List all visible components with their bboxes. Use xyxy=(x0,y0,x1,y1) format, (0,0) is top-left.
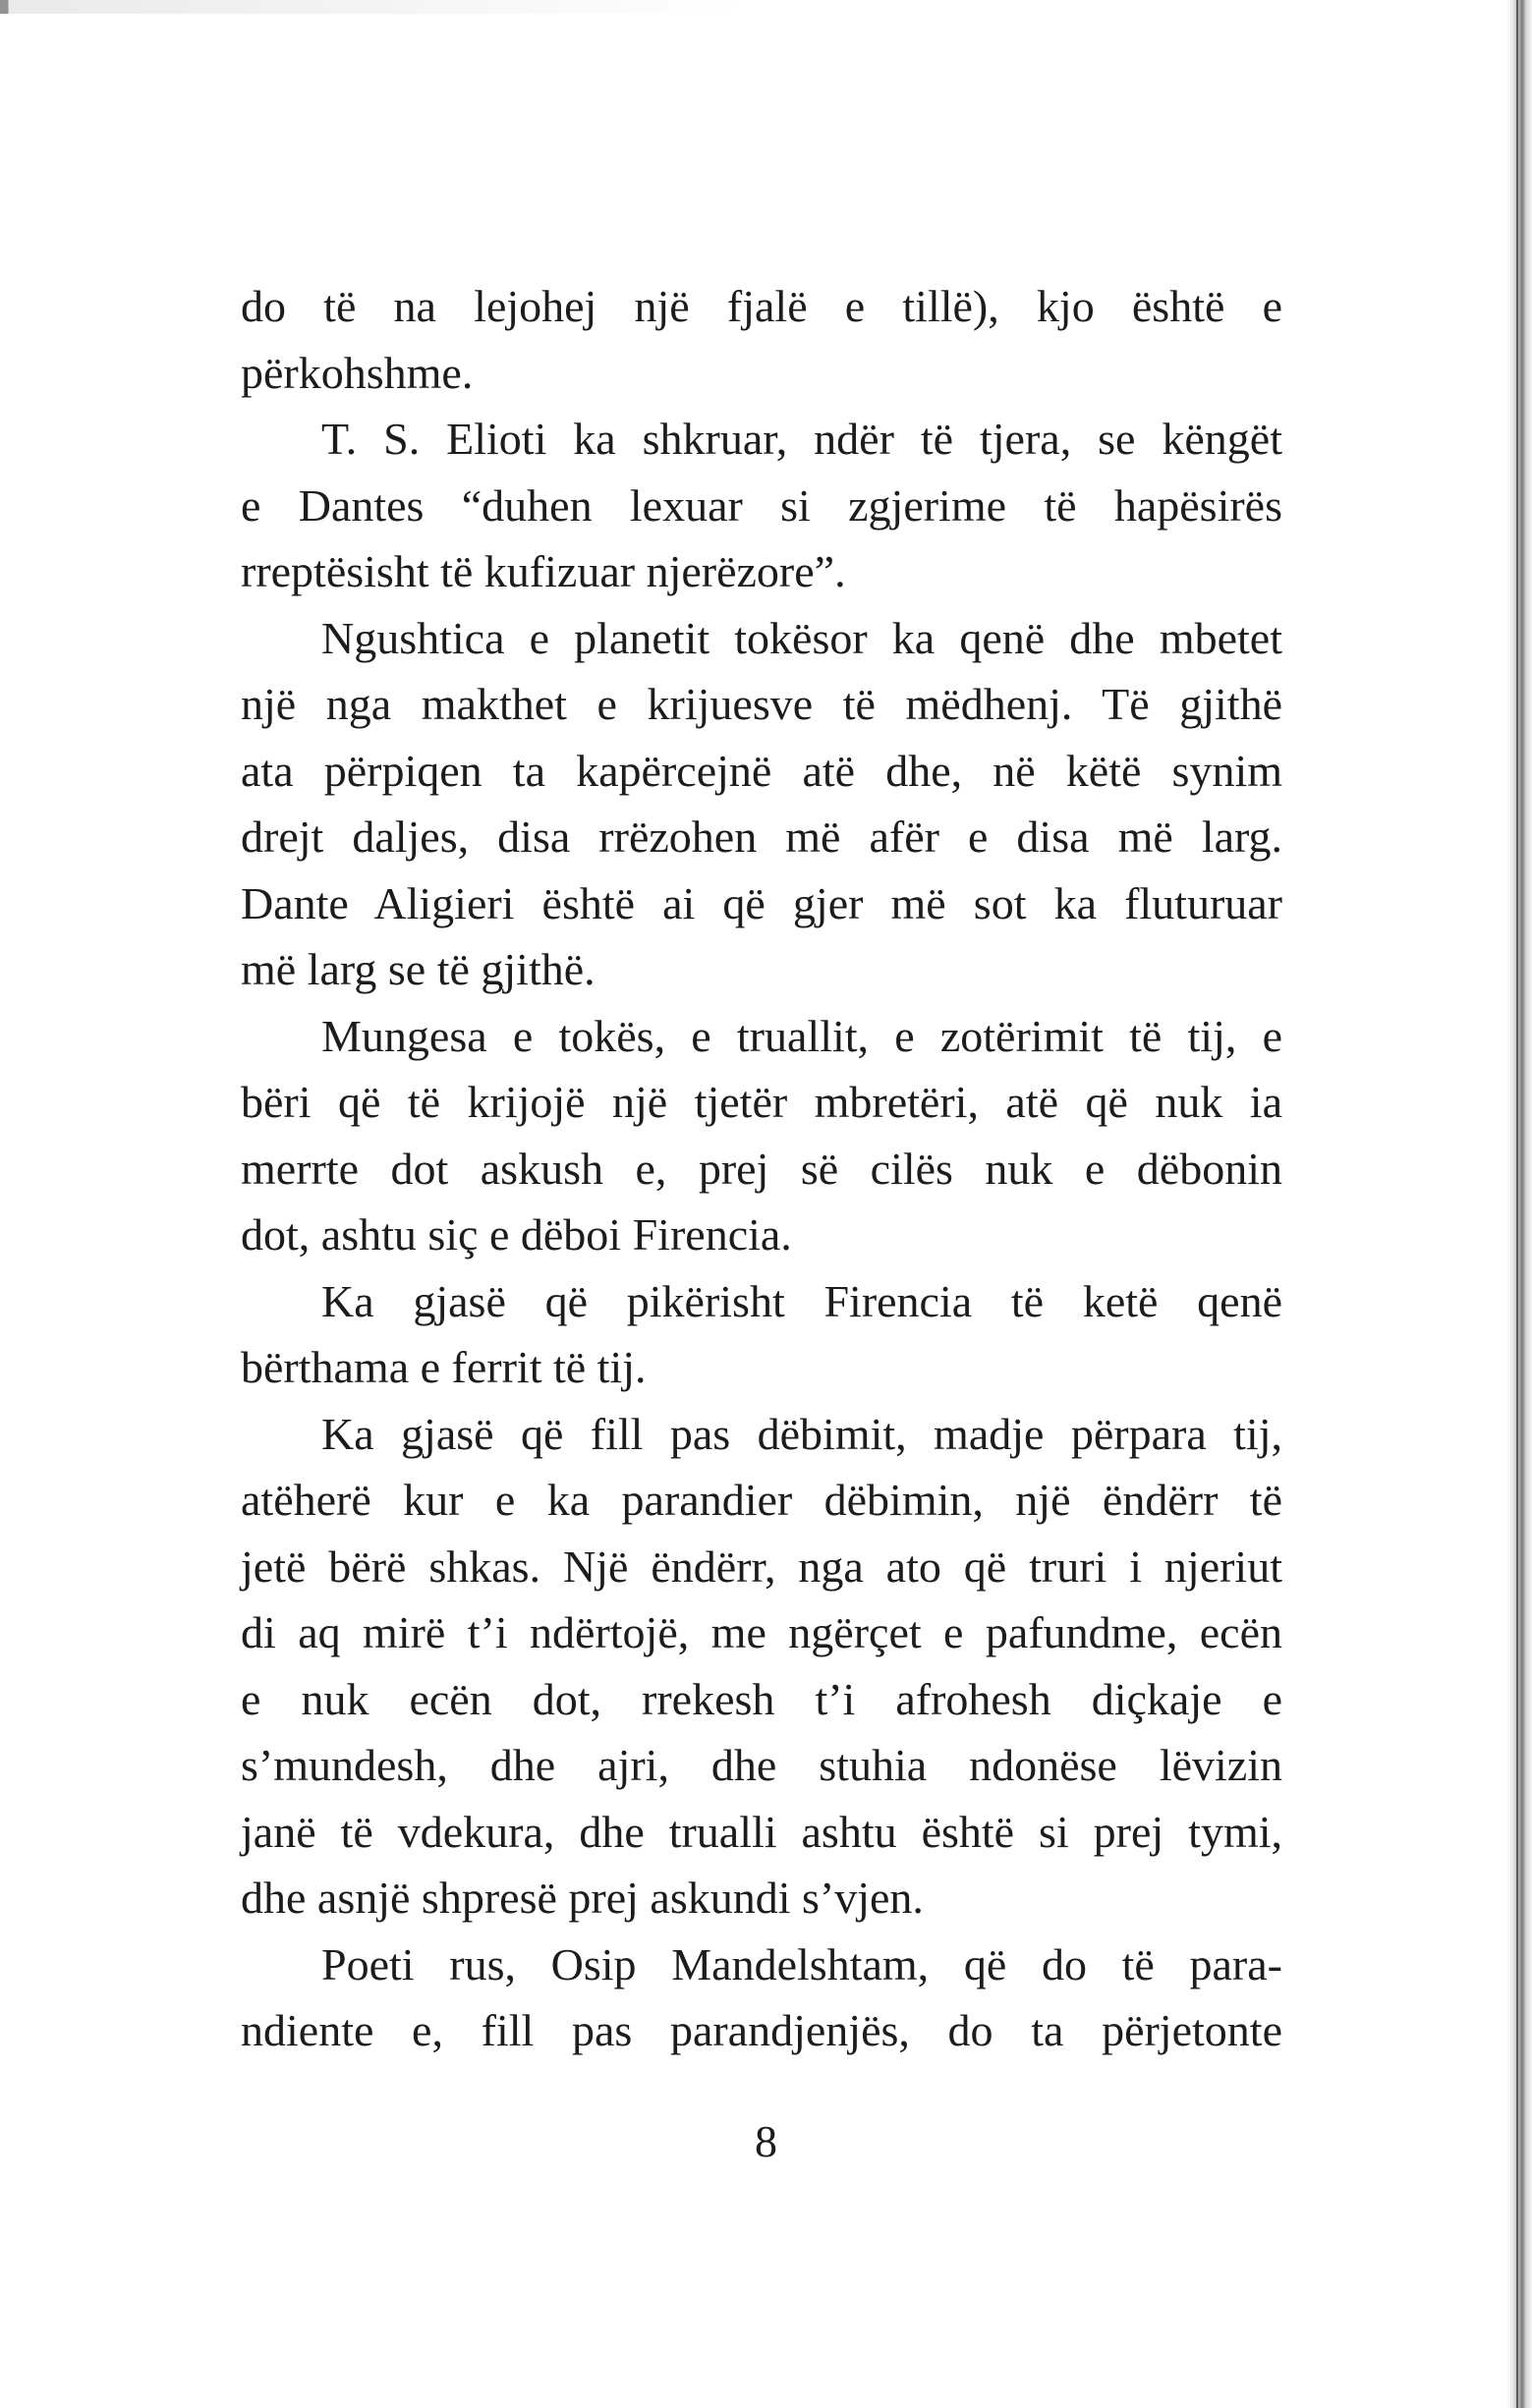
text-line: merrte dot askush e, prej së cilës nuk e dëbonin xyxy=(241,1143,1282,1194)
text-line: rreptësisht të kufizuar njerëzore”. xyxy=(241,546,846,596)
text-line: do të na lejohej një fjalë e tillë), kjo është e xyxy=(241,281,1282,331)
text-line: Ka gjasë që pikërisht Firencia të ketë qenë xyxy=(321,1275,1282,1326)
body-text xyxy=(241,273,1282,2064)
text-line: di aq mirë t’i ndërtojë, me ngërçet e pafundme, ecën xyxy=(241,1607,1282,1657)
text-line: s’mundesh, dhe ajri, dhe stuhia ndonëse lëvizin xyxy=(241,1740,1282,1790)
text-line: Poeti rus, Osip Mandelshtam, që do të para- xyxy=(321,1938,1282,1989)
text-line: Mungesa e tokës, e truallit, e zotërimit të tij, e xyxy=(321,1010,1282,1061)
text-line: jetë bërë shkas. Një ëndërr, nga ato që truri i njeriut xyxy=(241,1540,1282,1592)
text-line: Ka gjasë që fill pas dëbimit, madje përpara tij, xyxy=(321,1408,1282,1459)
page-number: 8 xyxy=(755,2116,777,2166)
text-line: janë të vdekura, dhe trualli ashtu është si prej tymi, xyxy=(241,1806,1282,1857)
text-line: një nga makthet e krijuesve të mëdhenj. Të gjithë xyxy=(241,679,1282,729)
text-line: e nuk ecën dot, rrekesh t’i afrohesh diçkaje e xyxy=(241,1673,1282,1724)
text-line: ndiente e, fill pas parandjenjës, do ta përjetonte xyxy=(241,2005,1282,2055)
text-line: ata përpiqen ta kapërcejnë atë dhe, në këtë synim xyxy=(241,745,1282,796)
text-line: dot, ashtu siç e dëboi Firencia. xyxy=(241,1209,792,1260)
text-line: e Dantes “duhen lexuar si zgjerime të hapësirës xyxy=(241,479,1282,531)
text-line: T. S. Elioti ka shkruar, ndër të tjera, se këngët xyxy=(321,414,1282,464)
text-line: më larg se të gjithë. xyxy=(241,944,596,994)
page-binding-line xyxy=(1516,0,1518,2408)
text-line: bërthama e ferrit të tij. xyxy=(241,1342,647,1392)
text-line: atëherë kur e ka parandier dëbimin, një ëndërr të xyxy=(241,1475,1282,1525)
text-line: bëri që të krijojë një tjetër mbretëri, atë që nuk ia xyxy=(241,1077,1282,1127)
text-line: dhe asnjë shpresë prej askundi s’vjen. xyxy=(241,1873,924,1923)
text-line: Ngushtica e planetit tokësor ka qenë dhe mbetet xyxy=(321,612,1282,663)
scan-right-edge xyxy=(1506,0,1532,2408)
text-line: drejt daljes, disa rrëzohen më afër e disa më larg. xyxy=(241,812,1282,862)
text-line: Dante Aligieri është ai që gjer më sot ka fluturuar xyxy=(241,877,1282,928)
scan-top-edge xyxy=(0,0,747,14)
text-line: përkohshme. xyxy=(241,347,474,398)
